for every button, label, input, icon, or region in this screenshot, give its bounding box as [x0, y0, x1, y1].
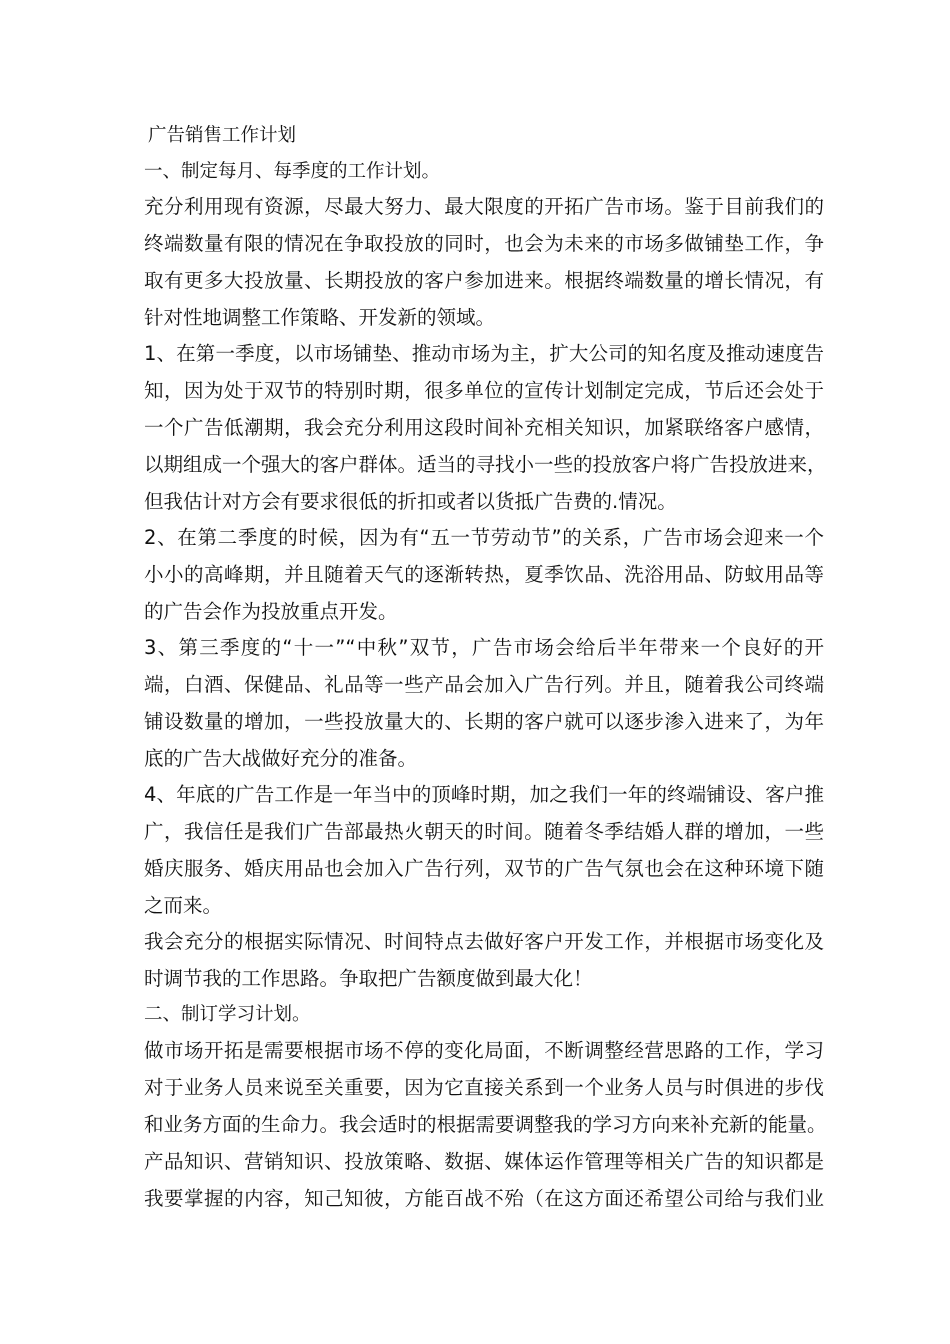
paragraph-line: 针对性地调整工作策略、开发新的领域。 — [144, 306, 496, 329]
paragraph-line: 做市场开拓是需要根据市场不停的变化局面，不断调整经营思路的工作，学习 — [144, 1039, 824, 1062]
list-item-line: 但我估计对方会有要求很低的折扣或者以货抵广告费的.情况。 — [144, 490, 677, 513]
paragraph-line: 产品知识、营销知识、投放策略、数据、媒体运作管理等相关广告的知识都是 — [144, 1150, 824, 1173]
list-item-line: 2、在第二季度的时候，因为有“五一节劳动节”的关系，广告市场会迎来一个 — [144, 526, 824, 549]
section-heading-1: 一、制定每月、每季度的工作计划。 — [144, 161, 441, 182]
paragraph-line: 对于业务人员来说至关重要，因为它直接关系到一个业务人员与时俱进的步伐 — [144, 1076, 824, 1099]
list-item-line: 铺设数量的增加，一些投放量大的、长期的客户就可以逐步渗入进来了，为年 — [144, 710, 824, 733]
paragraph-line: 我会充分的根据实际情况、时间特点去做好客户开发工作，并根据市场变化及 — [144, 930, 824, 953]
list-item-line: 广，我信任是我们广告部最热火朝天的时间。随着冬季结婚人群的增加，一些 — [144, 820, 824, 843]
list-item-line: 以期组成一个强大的客户群体。适当的寻找小一些的投放客户将广告投放进来， — [144, 453, 827, 476]
paragraph-line: 充分利用现有资源，尽最大努力、最大限度的开拓广告市场。鉴于目前我们的 — [144, 195, 824, 218]
list-item-line: 底的广告大战做好充分的准备。 — [144, 747, 418, 770]
paragraph-line: 和业务方面的生命力。我会适时的根据需要调整我的学习方向来补充新的能量。 — [144, 1113, 827, 1136]
list-item-line: 知，因为处于双节的特别时期，很多单位的宣传计划制定完成，节后还会处于 — [144, 379, 824, 402]
list-item-line: 一个广告低潮期，我会充分利用这段时间补充相关知识，加紧联络客户感情， — [144, 416, 824, 439]
list-item-line: 1、在第一季度，以市场铺垫、推动市场为主，扩大公司的知名度及推动速度告 — [144, 342, 824, 365]
list-item-line: 小小的高峰期，并且随着天气的逐渐转热，夏季饮品、洗浴用品、防蚊用品等 — [144, 563, 824, 586]
list-item-line: 4、年底的广告工作是一年当中的顶峰时期，加之我们一年的终端铺设、客户推 — [144, 783, 824, 806]
list-item-line: 之而来。 — [144, 894, 223, 917]
list-item-line: 端，白酒、保健品、礼品等一些产品会加入广告行列。并且，随着我公司终端 — [144, 673, 824, 696]
section-heading-2: 二、制订学习计划。 — [144, 1004, 311, 1025]
paragraph-line: 取有更多大投放量、长期投放的客户参加进来。根据终端数量的增长情况，有 — [144, 269, 824, 292]
paragraph-line: 时调节我的工作思路。争取把广告额度做到最大化！ — [144, 967, 593, 990]
paragraph-line: 我要掌握的内容，知己知彼，方能百战不殆（在这方面还希望公司给与我们业 — [144, 1187, 824, 1210]
list-item-line: 3、第三季度的“十一”“中秋”双节，广告市场会给后半年带来一个良好的开 — [144, 636, 824, 659]
list-item-line: 的广告会作为投放重点开发。 — [144, 600, 398, 623]
document-title: 广告销售工作计划 — [148, 125, 297, 146]
list-item-line: 婚庆服务、婚庆用品也会加入广告行列，双节的广告气氛也会在这种环境下随 — [144, 857, 824, 880]
paragraph-line: 终端数量有限的情况在争取投放的同时，也会为未来的市场多做铺垫工作，争 — [144, 232, 824, 255]
